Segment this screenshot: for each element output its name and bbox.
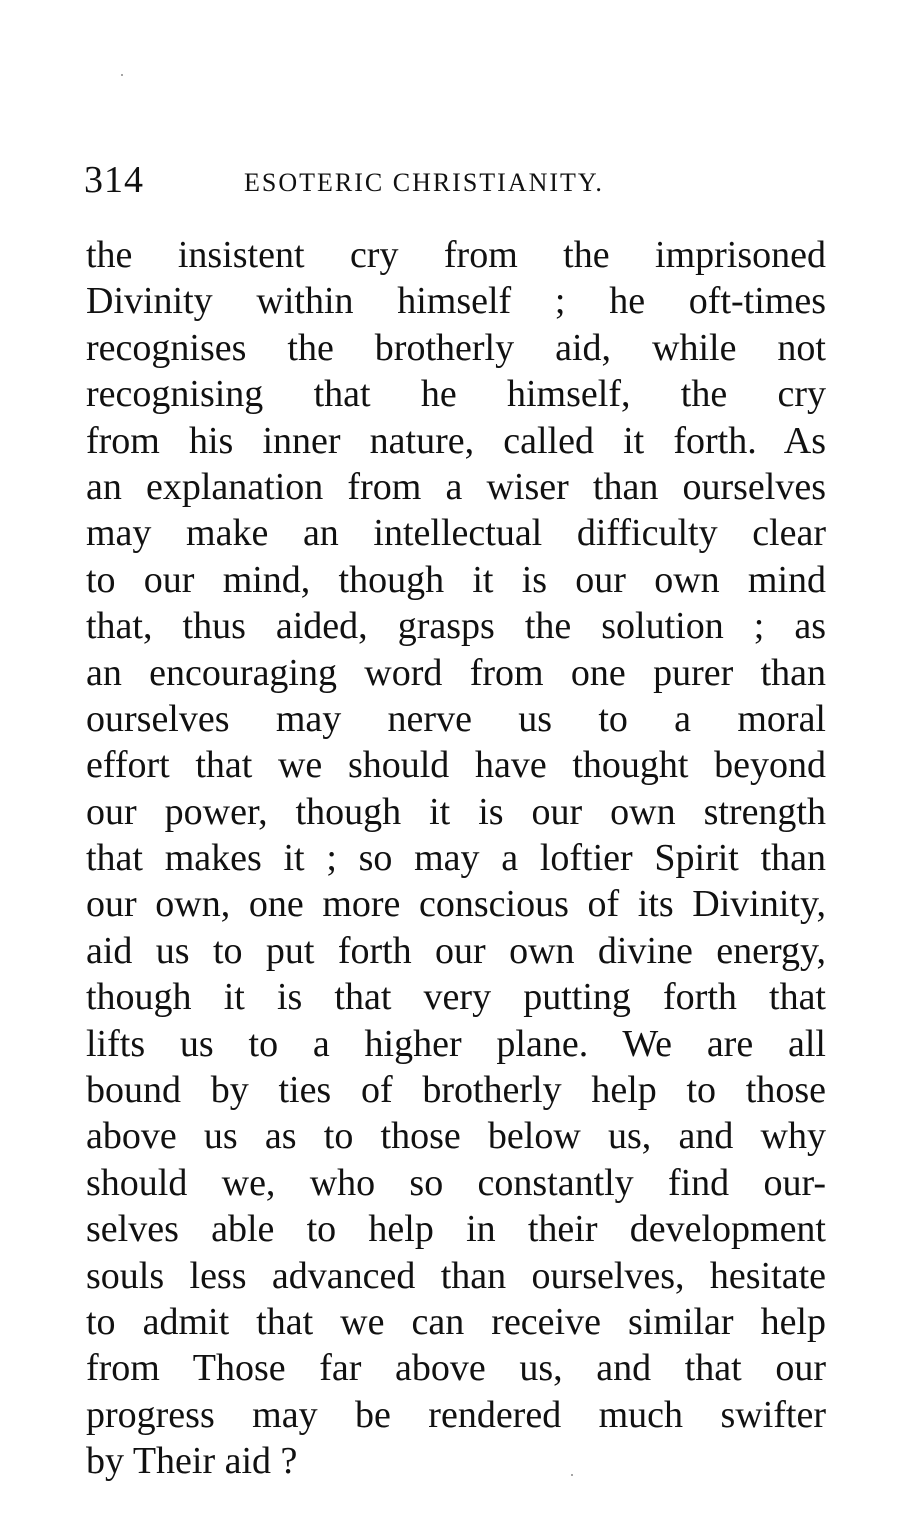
text-line: to admit that we can receive similar help (86, 1300, 826, 1343)
text-line: our own, one more conscious of its Divinity, (86, 883, 826, 926)
text-line: bound by ties of brotherly help to those (86, 1069, 826, 1112)
text-line: from his inner nature, called it forth. As (86, 419, 826, 462)
text-line: selves able to help in their development (86, 1208, 826, 1251)
text-line: to our mind, though it is our own mind (86, 558, 826, 601)
text-line: may make an intellectual difficulty clear (86, 512, 826, 555)
text-line: an explanation from a wiser than ourselves (86, 465, 826, 508)
text-line: souls less advanced than ourselves, hesitate (86, 1254, 826, 1297)
text-line: effort that we should have thought beyond (86, 744, 826, 787)
text-line: above us as to those below us, and why (86, 1115, 826, 1158)
body-text (86, 232, 826, 1485)
scan-speck (121, 74, 123, 76)
page-number: 314 (84, 159, 144, 201)
running-title: ESOTERIC CHRISTIANITY. (244, 168, 604, 197)
page-header (84, 158, 824, 208)
text-line: ourselves may nerve us to a moral (86, 697, 826, 740)
text-line: an encouraging word from one purer than (86, 651, 826, 694)
text-line-last: by Their aid ? (86, 1440, 298, 1483)
text-line: that makes it ; so may a loftier Spirit than (86, 837, 826, 880)
text-line: recognising that he himself, the cry (86, 373, 826, 416)
text-line: Divinity within himself ; he oft-times (86, 280, 826, 323)
text-line: progress may be rendered much swifter (86, 1393, 826, 1436)
text-line: our power, though it is our own strength (86, 790, 826, 833)
text-line: lifts us to a higher plane. We are all (86, 1022, 826, 1065)
text-line: the insistent cry from the imprisoned (86, 234, 826, 276)
text-line: aid us to put forth our own divine energy, (86, 929, 826, 972)
text-line: that, thus aided, grasps the solution ; as (86, 605, 826, 648)
text-line: though it is that very putting forth that (86, 976, 826, 1019)
text-line: from Those far above us, and that our (86, 1347, 826, 1390)
text-line: should we, who so constantly find our- (86, 1161, 826, 1204)
text-line: recognises the brotherly aid, while not (86, 326, 826, 369)
